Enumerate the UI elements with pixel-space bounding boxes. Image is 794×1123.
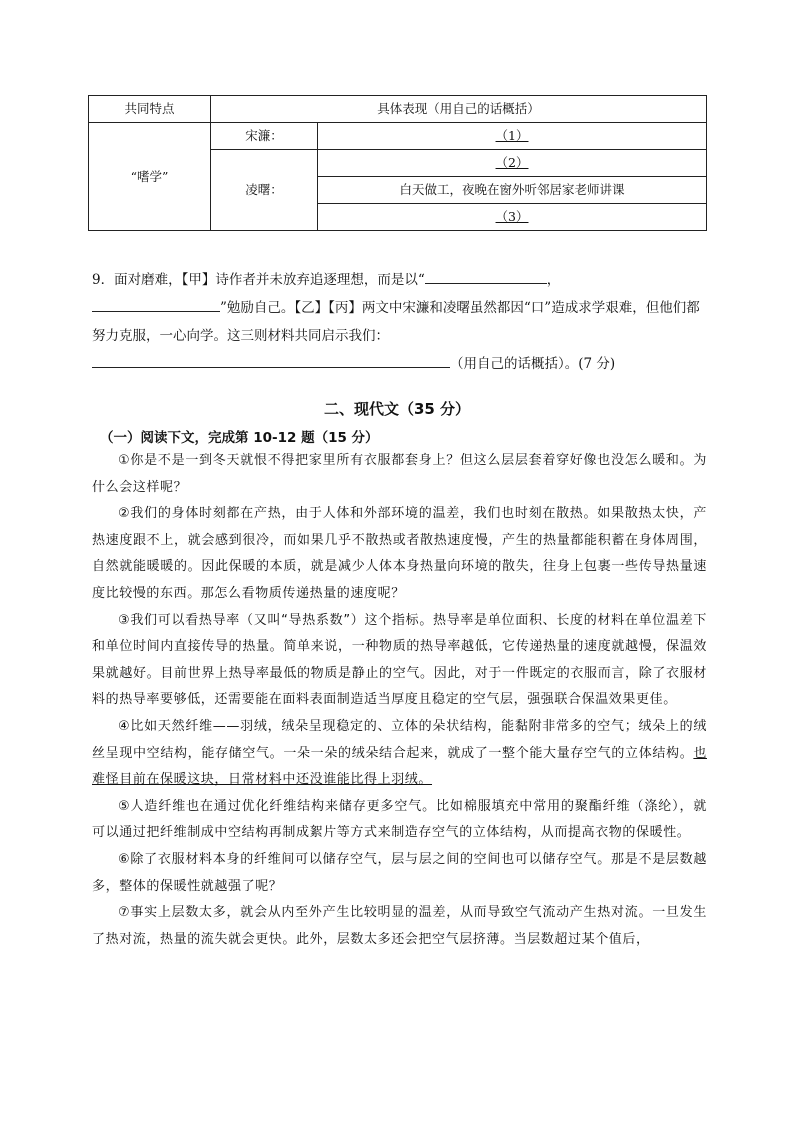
paragraph-7: ⑦事实上层数太多，就会从内至外产生比较明显的温差，从而导致空气流动产生热对流。一旦发生了热对流，热量的流失就会更快。此外，层数太多还会把空气层挤薄。当层数超过某个值后， (92, 905, 707, 947)
table-person-ling: 凌曙： (211, 150, 318, 231)
paragraph-4-text: ④比如天然纤维——羽绒，绒朵呈现稳定的、立体的朵状结构，能黏附非常多的空气；绒朵上的绒丝呈现中空结构，能存储空气。一朵一朵的绒朵结合起来，就成了一整个能大量存空气的立体结构。 (92, 718, 707, 761)
table-person-song: 宋濂： (211, 123, 318, 150)
table-header-feature: 共同特点 (89, 96, 211, 123)
section-title: 二、现代文（35 分） (323, 400, 471, 418)
paragraph-6: ⑥除了衣服材料本身的纤维间可以储存空气，层与层之间的空间也可以储存空气。那是不是层数越多，整体的保暖性就越强了呢？ (92, 851, 707, 894)
comparison-table (88, 95, 707, 231)
blank-2: （2） (495, 155, 529, 170)
table-feature-cell: “嗜学” (89, 123, 211, 231)
table-header-performance: 具体表现（用自己的话概括） (211, 96, 707, 123)
blank-3: （3） (495, 209, 529, 224)
paragraph-2: ②我们的身体时刻都在产热，由于人体和外部环境的温差，我们也时刻在散热。如果散热太快，产热速度跟不上，就会感到很冷，而如果几乎不散热或者散热速度慢，产生的热量都能积蓄在身体周围，自然就能暖暖的。因此保暖的本质，就是减少人体本身热量向环境的散失，往身上包裹一些传导热量速度比较慢的东西。那怎么看物质传递热量的速度呢？ (92, 506, 707, 601)
q9-text-2: ， (546, 272, 561, 288)
q9-blank-2 (92, 299, 220, 312)
subsection-title: （一）阅读下文，完成第 10-12 题（15 分） (100, 430, 379, 446)
q9-text-1: 9．面对磨难，【甲】诗作者并未放弃追逐理想，而是以“ (92, 272, 425, 288)
paragraph-4 (92, 714, 707, 794)
paragraph-5: ⑤人造纤维也在通过优化纤维结构来储存更多空气。比如棉服填充中常用的聚酯纤维（涤纶），就可以通过把纤维制成中空结构再制成絮片等方式来制造存空气的立体结构，从而提高衣物的保暖性。 (92, 798, 707, 841)
q9-text-4: （用自己的话概括）。(7 分) (450, 356, 616, 372)
q9-blank-3 (92, 355, 450, 368)
question-9 (92, 266, 707, 378)
blank-1: （1） (495, 128, 529, 143)
paragraph-3: ③我们可以看热导率（又叫“导热系数”）这个指标。热导率是单位面积、长度的材料在单位温差下和单位时间内直接传导的热量。简单来说，一种物质的热导率越低，它传递热量的速度就越慢，保温效果就越好。目前世界上热导率最低的物质是静止的空气。因此，对于一件既定的衣服而言，除了衣服材料的热导率要够低，还需要能在面料表面制造适当厚度且稳定的空气层，强强联合保温效果更佳。 (92, 612, 707, 708)
table-row-ling-detail: 白天做工，夜晚在窗外听邻居家老师讲课 (318, 177, 707, 204)
paragraph-1: ①你是不是一到冬天就恨不得把家里所有衣服都套身上？但这么层层套着穿好像也没怎么暖和。为什么会这样呢？ (92, 453, 707, 495)
q9-text-3: ”勉励自己。【乙】【丙】两文中宋濂和凌曙虽然都因“口”造成求学艰难，但他们都努力克服，一心向学。这三则材料共同启示我们： (92, 300, 700, 344)
q9-blank-1 (425, 271, 547, 284)
reading-passage (92, 448, 707, 953)
paragraph-4-underlined: 也难怪目前在保暖这块，日常材料中还没谁能比得上羽绒。 (92, 745, 707, 788)
